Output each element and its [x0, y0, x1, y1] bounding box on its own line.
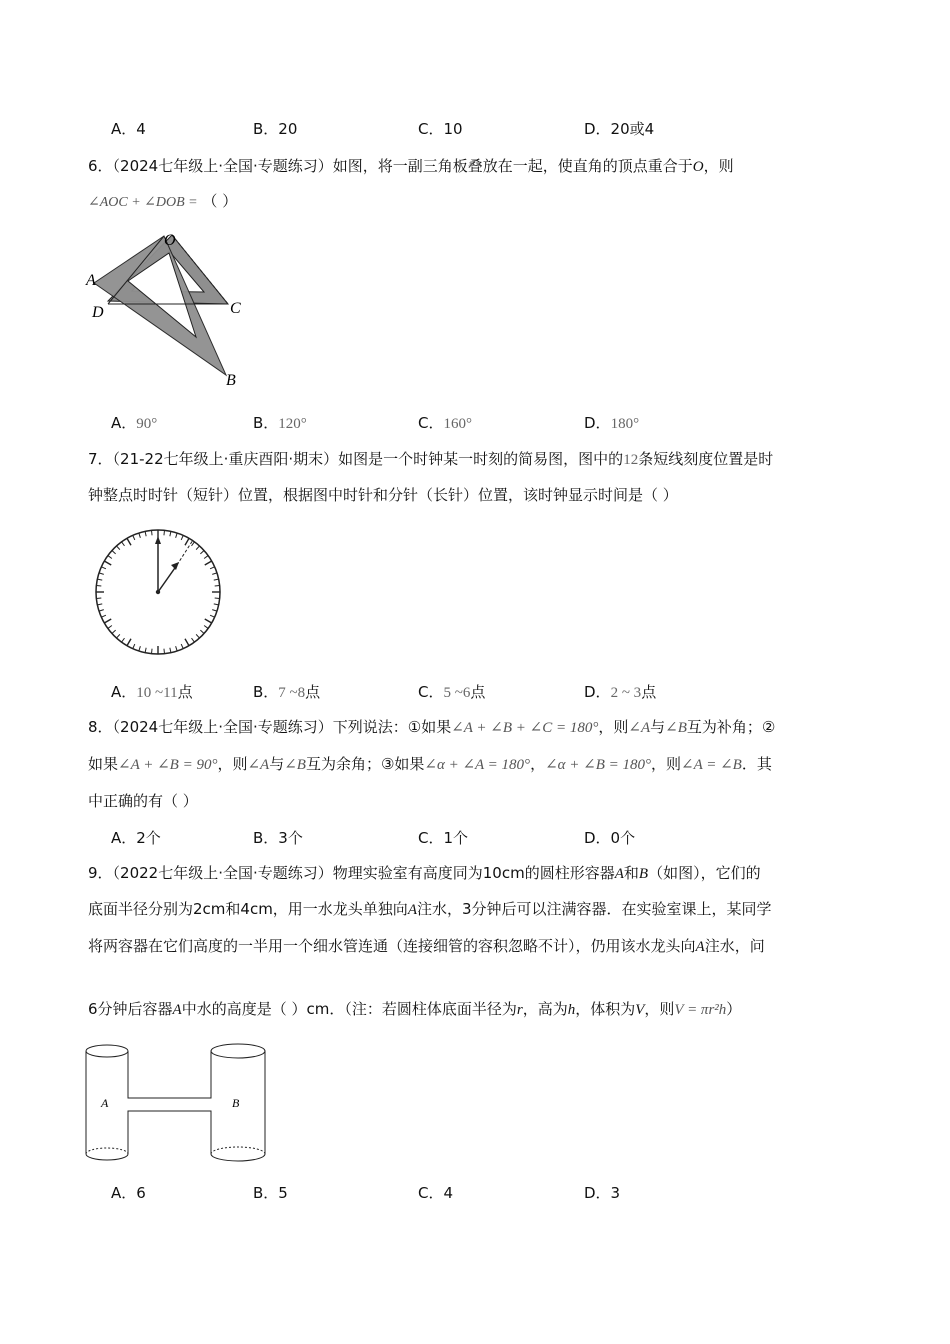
q9-container-a-4: A [172, 1002, 182, 1018]
q9-cylinders-figure [84, 1040, 274, 1170]
q6-formula: ∠AOC + ∠DOB = [88, 195, 198, 210]
q9-var-v: V [635, 1002, 645, 1018]
clock-minute-tick [96, 586, 101, 587]
q6-option-b[interactable]: B．120° [253, 414, 307, 432]
q9-container-b: B [638, 866, 649, 882]
q8-angle-b-2: ∠B [284, 757, 306, 773]
clock-minute-tick [164, 530, 165, 535]
q8-l2-f: ，则 [651, 755, 682, 773]
q9-cylinder-b-base-front [211, 1154, 265, 1161]
q5-option-a[interactable]: A．4 [111, 120, 146, 138]
q9-var-r: r [516, 1002, 523, 1018]
q8-formula-1: ∠A + ∠B + ∠C = 180° [451, 720, 599, 736]
q6-label-o: O [164, 232, 176, 249]
q8-angle-a-1: ∠A [628, 720, 651, 736]
q6-line-2 [88, 190, 237, 211]
q9-line-2 [88, 898, 772, 919]
q9-line-3 [88, 935, 765, 956]
q9-cylinder-a-base-back [86, 1148, 128, 1154]
q9-tube-top [128, 1051, 211, 1098]
q9-option-c[interactable]: C．4 [418, 1184, 454, 1202]
q9-l3-b: 注水，问 [704, 937, 765, 955]
q6-label-a: A [86, 272, 96, 289]
q8-line-1 [88, 716, 775, 737]
q6-triangle-figure [80, 225, 255, 395]
q8-option-a[interactable]: A．2个 [111, 829, 161, 847]
q6-blank: （ ） [202, 192, 238, 210]
q6-label-c: C [230, 300, 241, 317]
q7-text-b: 条短线刻度位置是时 [638, 450, 774, 468]
q7-option-d[interactable]: D．2 ~ 3点 [584, 683, 657, 701]
q6-number: 6． [88, 157, 113, 175]
q7-source: （21-22七年级上·重庆酉阳·期末） [112, 450, 339, 468]
q9-l4-a: 6分钟后容器 [88, 1000, 173, 1018]
q8-option-d[interactable]: D．0个 [584, 829, 636, 847]
q8-source: （2024七年级上·全国·专题练习） [112, 718, 333, 736]
q7-twelve: 12 [623, 452, 639, 468]
q8-line-3: 中正确的有（ ） [88, 792, 198, 810]
clock-minute-tick [152, 530, 153, 535]
q9-cylinder-a-top [86, 1045, 128, 1057]
q9-l4-f: ） [726, 1000, 742, 1018]
q6-point: O [692, 159, 704, 175]
q9-l4-c: ，高为 [522, 1000, 568, 1018]
q6-label-d: D [92, 304, 104, 321]
q9-line-4 [88, 998, 741, 1019]
q9-l1-b: 和 [623, 864, 639, 882]
q9-cylinder-b-top [211, 1044, 265, 1058]
q8-line-2 [88, 753, 772, 774]
q6-source: （2024七年级上·全国·专题练习） [112, 157, 333, 175]
q7-clock-figure [93, 527, 223, 657]
q8-number: 8． [88, 718, 113, 736]
q9-container-a: A [614, 866, 624, 882]
q9-l2-a: 底面半径分别为2cm和4cm，用一水龙头单独向 [88, 900, 408, 918]
q8-l2-a: 如果 [88, 755, 119, 773]
q6-text-end: ，则 [703, 157, 734, 175]
q6-option-d[interactable]: D．180° [584, 414, 640, 432]
q8-l2-d: 互为余角；③如果 [305, 755, 425, 773]
q6-label-b: B [226, 372, 236, 389]
q7-option-a[interactable]: A．10 ~11点 [111, 683, 193, 701]
q9-source: （2022七年级上·全国·专题练习） [112, 864, 333, 882]
q6-text: 如图，将一副三角板叠放在一起，使直角的顶点重合于 [332, 157, 693, 175]
q8-l2-e: ， [530, 755, 546, 773]
q7-clock-center [156, 590, 160, 594]
q9-l1-c: （如图），它们的 [648, 864, 761, 882]
q7-option-b[interactable]: B．7 ~8点 [253, 683, 321, 701]
q9-cylinder-a-base-front [86, 1154, 128, 1160]
q9-tube-bottom [128, 1111, 211, 1154]
q8-l1-b: ，则 [598, 718, 629, 736]
q8-angle-b-1: ∠B [665, 720, 687, 736]
q9-formula: V = πr²h [674, 1002, 727, 1018]
q7-line-2: 钟整点时时针（短针）位置，根据图中时针和分针（长针）位置，该时钟显示时间是（ ） [88, 486, 678, 504]
q5-option-b[interactable]: B．20 [253, 120, 298, 138]
q9-cylinder-b-base-back [211, 1147, 265, 1154]
clock-minute-tick [164, 649, 165, 654]
q8-formula-2: ∠A + ∠B = 90° [118, 757, 218, 773]
q7-option-c[interactable]: C．5 ~6点 [418, 683, 486, 701]
q6-option-c[interactable]: C．160° [418, 414, 472, 432]
q6-line-1 [88, 155, 734, 176]
q9-l4-d: ，体积为 [575, 1000, 636, 1018]
q5-option-c[interactable]: C．10 [418, 120, 463, 138]
q9-label-a: A [101, 1096, 109, 1110]
q9-l3-a: 将两容器在它们高度的一半用一个细水管连通（连接细管的容积忽略不计），仍用该水龙头向 [88, 937, 696, 955]
q8-l2-c: 与 [269, 755, 285, 773]
q8-formula-5: ∠A = ∠B [681, 757, 742, 773]
q9-l4-e: ，则 [644, 1000, 675, 1018]
q8-angle-a-2: ∠A [247, 757, 270, 773]
clock-minute-tick [215, 586, 220, 587]
q9-l1-a: 物理实验室有高度同为10cm的圆柱形容器 [332, 864, 615, 882]
q9-option-d[interactable]: D．3 [584, 1184, 621, 1202]
q9-number: 9． [88, 864, 113, 882]
q9-container-a-2: A [407, 902, 417, 918]
q9-container-a-3: A [695, 939, 705, 955]
q9-option-b[interactable]: B．5 [253, 1184, 288, 1202]
clock-minute-tick [215, 598, 220, 599]
q9-label-b: B [232, 1096, 240, 1110]
q9-l4-b: 中水的高度是（ ）cm．（注：若圆柱体底面半径为 [181, 1000, 517, 1018]
q7-text-a: 如图是一个时钟某一时刻的简易图，图中的 [338, 450, 624, 468]
q9-l2-b: 注水，3分钟后可以注满容器．在实验室课上，某同学 [416, 900, 772, 918]
q7-number: 7． [88, 450, 113, 468]
q8-l1-a: 下列说法：①如果 [332, 718, 452, 736]
q8-l1-d: 互为补角；② [686, 718, 776, 736]
q5-option-d[interactable]: D．20或4 [584, 120, 655, 138]
q6-option-a[interactable]: A．90° [111, 414, 158, 432]
q8-l2-g: ．其 [741, 755, 772, 773]
q9-line-1 [88, 862, 761, 883]
q8-formula-4: ∠α + ∠B = 180° [545, 757, 651, 773]
q9-var-h: h [567, 1002, 576, 1018]
q8-formula-3: ∠α + ∠A = 180° [424, 757, 531, 773]
q8-option-c[interactable]: C．1个 [418, 829, 469, 847]
q8-l1-c: 与 [650, 718, 666, 736]
clock-minute-tick [152, 649, 153, 654]
q7-line-1 [88, 448, 773, 469]
q8-l2-b: ，则 [217, 755, 248, 773]
q8-option-b[interactable]: B．3个 [253, 829, 303, 847]
q9-option-a[interactable]: A．6 [111, 1184, 146, 1202]
clock-minute-tick [96, 598, 101, 599]
